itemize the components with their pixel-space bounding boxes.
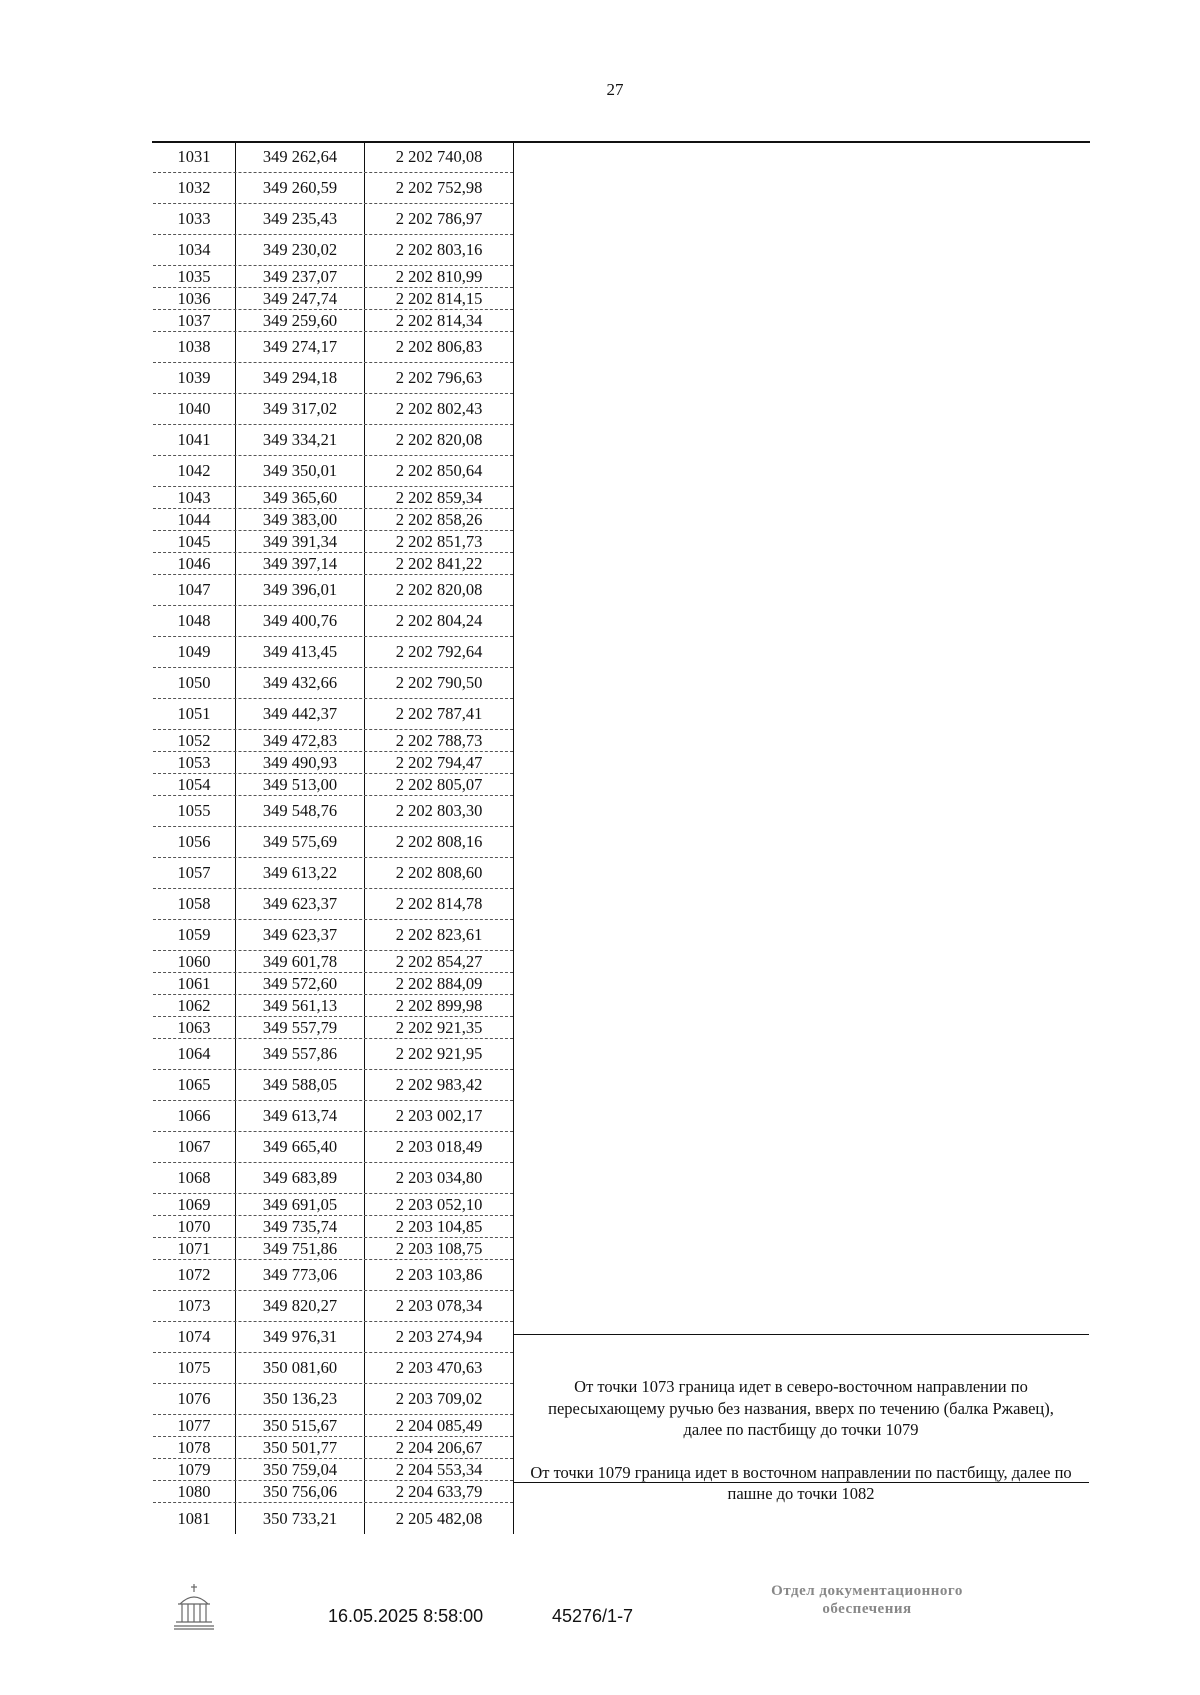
department-stamp-line1: Отдел документационного bbox=[771, 1583, 963, 1599]
point-number-cell: 1042 bbox=[153, 456, 236, 486]
point-number-cell: 1066 bbox=[153, 1101, 236, 1131]
x-coordinate-cell: 349 735,74 bbox=[236, 1216, 365, 1237]
x-coordinate-cell: 349 350,01 bbox=[236, 456, 365, 486]
point-number-cell: 1035 bbox=[153, 266, 236, 287]
point-number-cell: 1046 bbox=[153, 553, 236, 574]
point-number-cell: 1071 bbox=[153, 1238, 236, 1259]
table-row bbox=[153, 1459, 513, 1481]
point-number-cell: 1059 bbox=[153, 920, 236, 950]
point-number-cell: 1076 bbox=[153, 1384, 236, 1414]
point-number-cell: 1054 bbox=[153, 774, 236, 795]
boundary-description-1073-1079: От точки 1073 граница идет в северо-восточном направлении по пересыхающему ручью без названия, вверх по течению (балка Ржавец), далее по пастбищу до точки 1079 bbox=[513, 1334, 1089, 1483]
point-number-cell: 1061 bbox=[153, 973, 236, 994]
table-row bbox=[153, 204, 513, 235]
x-coordinate-cell: 349 274,17 bbox=[236, 332, 365, 362]
point-number-cell: 1073 bbox=[153, 1291, 236, 1321]
y-coordinate-cell: 2 202 786,97 bbox=[395, 209, 483, 228]
y-coordinate-cell: 2 202 841,22 bbox=[395, 553, 483, 573]
y-coordinate-cell: 2 202 794,47 bbox=[395, 752, 483, 772]
point-number-cell: 1072 bbox=[153, 1260, 236, 1290]
y-coordinate-cell: 2 203 002,17 bbox=[395, 1106, 483, 1125]
table-row bbox=[153, 456, 513, 487]
point-number-cell: 1063 bbox=[153, 1017, 236, 1038]
table-row bbox=[153, 889, 513, 920]
point-number-cell: 1069 bbox=[153, 1194, 236, 1215]
table-row bbox=[153, 920, 513, 951]
point-number-cell: 1080 bbox=[153, 1481, 236, 1502]
point-number-cell: 1079 bbox=[153, 1459, 236, 1480]
point-number-cell: 1067 bbox=[153, 1132, 236, 1162]
y-coordinate-cell: 2 205 482,08 bbox=[395, 1508, 483, 1528]
point-number-cell: 1056 bbox=[153, 827, 236, 857]
point-number-cell: 1057 bbox=[153, 858, 236, 888]
document-number: 45276/1-7 bbox=[552, 1606, 634, 1626]
x-coordinate-cell: 349 490,93 bbox=[236, 752, 365, 773]
table-row bbox=[153, 1101, 513, 1132]
point-number-cell: 1037 bbox=[153, 310, 236, 331]
x-coordinate-cell: 349 773,06 bbox=[236, 1260, 365, 1290]
point-number-cell: 1039 bbox=[153, 363, 236, 393]
x-coordinate-cell: 349 561,13 bbox=[236, 995, 365, 1016]
y-coordinate-cell: 2 202 810,99 bbox=[395, 266, 483, 286]
x-coordinate-cell: 349 588,05 bbox=[236, 1070, 365, 1100]
table-row bbox=[153, 637, 513, 668]
x-coordinate-cell: 349 334,21 bbox=[236, 425, 365, 455]
point-number-cell: 1077 bbox=[153, 1415, 236, 1436]
y-coordinate-cell: 2 202 820,08 bbox=[395, 430, 483, 449]
y-coordinate-cell: 2 202 851,73 bbox=[395, 531, 483, 551]
x-coordinate-cell: 349 820,27 bbox=[236, 1291, 365, 1321]
y-coordinate-cell: 2 203 103,86 bbox=[395, 1265, 483, 1284]
y-coordinate-cell: 2 202 814,15 bbox=[395, 288, 483, 308]
table-row bbox=[153, 774, 513, 796]
y-coordinate-cell: 2 202 854,27 bbox=[395, 951, 483, 971]
x-coordinate-cell: 349 365,60 bbox=[236, 487, 365, 508]
table-row bbox=[153, 1132, 513, 1163]
table-row bbox=[153, 553, 513, 575]
table-row bbox=[153, 1415, 513, 1437]
y-coordinate-cell: 2 203 274,94 bbox=[395, 1327, 483, 1346]
point-number-cell: 1034 bbox=[153, 235, 236, 265]
x-coordinate-cell: 349 230,02 bbox=[236, 235, 365, 265]
x-coordinate-cell: 350 756,06 bbox=[236, 1481, 365, 1502]
x-coordinate-cell: 349 751,86 bbox=[236, 1238, 365, 1259]
y-coordinate-cell: 2 202 820,08 bbox=[395, 580, 483, 599]
y-coordinate-cell: 2 203 470,63 bbox=[395, 1358, 483, 1377]
y-coordinate-cell: 2 202 899,98 bbox=[395, 995, 483, 1015]
x-coordinate-cell: 349 262,64 bbox=[236, 142, 365, 172]
point-number-cell: 1047 bbox=[153, 575, 236, 605]
point-number-cell: 1078 bbox=[153, 1437, 236, 1458]
y-coordinate-cell: 2 204 553,34 bbox=[395, 1459, 483, 1479]
table-row bbox=[153, 288, 513, 310]
point-number-cell: 1033 bbox=[153, 204, 236, 234]
x-coordinate-cell: 349 557,79 bbox=[236, 1017, 365, 1038]
y-coordinate-cell: 2 202 804,24 bbox=[395, 611, 483, 630]
point-number-cell: 1065 bbox=[153, 1070, 236, 1100]
y-coordinate-cell: 2 203 034,80 bbox=[395, 1168, 483, 1187]
y-coordinate-cell: 2 202 823,61 bbox=[395, 925, 483, 944]
point-number-cell: 1045 bbox=[153, 531, 236, 552]
x-coordinate-cell: 350 081,60 bbox=[236, 1353, 365, 1383]
table-row bbox=[153, 363, 513, 394]
table-row bbox=[153, 1503, 513, 1534]
table-row bbox=[153, 235, 513, 266]
y-coordinate-cell: 2 203 104,85 bbox=[395, 1216, 483, 1236]
x-coordinate-cell: 349 575,69 bbox=[236, 827, 365, 857]
table-row bbox=[153, 1039, 513, 1070]
table-row bbox=[153, 142, 513, 173]
point-number-cell: 1062 bbox=[153, 995, 236, 1016]
y-coordinate-cell: 2 202 858,26 bbox=[395, 509, 483, 529]
y-coordinate-cell: 2 203 018,49 bbox=[395, 1137, 483, 1156]
table-row bbox=[153, 752, 513, 774]
point-number-cell: 1052 bbox=[153, 730, 236, 751]
x-coordinate-cell: 350 759,04 bbox=[236, 1459, 365, 1480]
table-row bbox=[153, 1384, 513, 1415]
x-coordinate-cell: 349 237,07 bbox=[236, 266, 365, 287]
table-row bbox=[153, 995, 513, 1017]
y-coordinate-cell: 2 203 078,34 bbox=[395, 1296, 483, 1315]
y-coordinate-cell: 2 202 792,64 bbox=[395, 642, 483, 661]
x-coordinate-cell: 349 259,60 bbox=[236, 310, 365, 331]
point-number-cell: 1050 bbox=[153, 668, 236, 698]
table-row bbox=[153, 1070, 513, 1101]
x-coordinate-cell: 349 294,18 bbox=[236, 363, 365, 393]
point-number-cell: 1051 bbox=[153, 699, 236, 729]
x-coordinate-cell: 349 572,60 bbox=[236, 973, 365, 994]
table-row bbox=[153, 1322, 513, 1353]
y-coordinate-cell: 2 202 850,64 bbox=[395, 461, 483, 480]
y-coordinate-cell: 2 204 085,49 bbox=[395, 1415, 483, 1435]
table-row bbox=[153, 1437, 513, 1459]
x-coordinate-cell: 349 613,22 bbox=[236, 858, 365, 888]
print-timestamp: 16.05.2025 8:58:00 bbox=[328, 1606, 484, 1626]
y-coordinate-cell: 2 203 052,10 bbox=[395, 1194, 483, 1214]
table-row bbox=[153, 1194, 513, 1216]
table-row bbox=[153, 1238, 513, 1260]
department-stamp bbox=[722, 1582, 1012, 1618]
table-row bbox=[153, 827, 513, 858]
y-coordinate-cell: 2 202 803,16 bbox=[395, 240, 483, 259]
table-row bbox=[153, 796, 513, 827]
coordinates-table: 1031 349 262,64 2 202 740,08 1032 349 260,59 2 202 752,98 1033 349 235,43 2 202 786,97 1034 349 230,02 2 202 803,16 1035 349 237,07 2 202 810,99 1036 349 247,74 2 202 814,15 1037 349 259,60 2 202 814,34 1038 349 274,17 2 202 806,83 1039 349 294,18 2 202 796,63 1040 349 317,02 2 202 802,43 1041 349 334,21 2 202 820,08 1042 349 350,01 2 202 850,64 1043 349 365,60 2 202 859,34 1044 349 383,00 2 202 858,26 1045 349 391,34 2 202 851,73 1046 349 397,14 2 202 841,22 1047 349 396,01 2 202 820,08 1048 349 400,76 2 202 804,24 1049 349 413,45 2 202 792,64 1050 349 432,66 2 202 790,50 1051 349 442,37 2 202 787,41 1052 349 472,83 2 202 788,73 1053 349 490,93 2 202 794,47 1054 349 513,00 2 202 805,07 1055 349 548,76 2 202 803,30 1056 349 575,69 2 202 808,16 1057 349 613,22 2 202 808,60 1058 349 623,37 2 202 814,78 1059 349 623,37 2 202 823,61 1060 349 601,78 2 202 854,27 1061 349 572,60 2 202 884,09 1062 349 561,13 2 202 899,98 1063 349 557,79 2 202 921,35 1064 349 557,86 2 202 921,95 1065 349 588,05 2 202 983,42 1066 349 613,74 2 203 002,17 1067 349 665,40 2 203 018,49 1068 349 683,89 2 203 034,80 1069 349 691,05 2 203 052,10 1070 349 735,74 2 203 104,85 1071 349 751,86 2 203 108,75 1072 349 773,06 2 203 103,86 1073 349 820,27 2 203 078,34 1074 349 976,31 2 203 274,94 1075 350 081,60 2 203 470,63 1076 350 136,23 2 203 709,02 1077 350 515,67 2 204 085,49 1078 350 501,77 2 204 206,67 1079 350 759,04 2 204 553,34 1080 350 756,06 2 204 633,79 1081 350 733,21 2 205 482,08 От точки 1073 граница идет в северо-восточном направлении по пересыхающему ручью без названия, вверх по течению (балка Ржавец), далее по пастбищу до точки 1079 От точки 1079 граница идет в восточном направлении по пастбищу, далее по пашне до точки 1082 bbox=[152, 141, 1090, 143]
x-coordinate-cell: 349 691,05 bbox=[236, 1194, 365, 1215]
x-coordinate-cell: 349 623,37 bbox=[236, 889, 365, 919]
x-coordinate-cell: 349 247,74 bbox=[236, 288, 365, 309]
x-coordinate-cell: 349 623,37 bbox=[236, 920, 365, 950]
table-row bbox=[153, 310, 513, 332]
table-row bbox=[153, 332, 513, 363]
table-row bbox=[153, 531, 513, 553]
y-coordinate-cell: 2 202 814,34 bbox=[395, 310, 483, 330]
point-number-cell: 1043 bbox=[153, 487, 236, 508]
x-coordinate-cell: 349 260,59 bbox=[236, 173, 365, 203]
x-coordinate-cell: 349 235,43 bbox=[236, 204, 365, 234]
y-coordinate-cell: 2 202 814,78 bbox=[395, 894, 483, 913]
x-coordinate-cell: 349 513,00 bbox=[236, 774, 365, 795]
x-coordinate-cell: 349 472,83 bbox=[236, 730, 365, 751]
x-coordinate-cell: 349 601,78 bbox=[236, 951, 365, 972]
table-row bbox=[153, 730, 513, 752]
point-number-cell: 1036 bbox=[153, 288, 236, 309]
y-coordinate-cell: 2 202 740,08 bbox=[395, 147, 483, 166]
point-number-cell: 1075 bbox=[153, 1353, 236, 1383]
table-row bbox=[153, 1216, 513, 1238]
y-coordinate-cell: 2 202 808,60 bbox=[395, 863, 483, 882]
x-coordinate-cell: 349 400,76 bbox=[236, 606, 365, 636]
point-number-cell: 1032 bbox=[153, 173, 236, 203]
y-coordinate-cell: 2 202 788,73 bbox=[395, 730, 483, 750]
table-row bbox=[153, 668, 513, 699]
table-row bbox=[153, 1291, 513, 1322]
y-coordinate-cell: 2 204 633,79 bbox=[395, 1481, 483, 1501]
point-number-cell: 1074 bbox=[153, 1322, 236, 1352]
table-row bbox=[153, 1353, 513, 1384]
table-row bbox=[153, 606, 513, 637]
x-coordinate-cell: 349 432,66 bbox=[236, 668, 365, 698]
table-row bbox=[153, 973, 513, 995]
y-coordinate-cell: 2 202 752,98 bbox=[395, 178, 483, 197]
x-coordinate-cell: 350 136,23 bbox=[236, 1384, 365, 1414]
building-logo-icon bbox=[170, 1582, 218, 1632]
x-coordinate-cell: 349 548,76 bbox=[236, 796, 365, 826]
point-number-cell: 1041 bbox=[153, 425, 236, 455]
coordinates-column-group bbox=[153, 142, 514, 1534]
point-number-cell: 1048 bbox=[153, 606, 236, 636]
department-stamp-line2: обеспечения bbox=[822, 1601, 912, 1617]
y-coordinate-cell: 2 202 796,63 bbox=[395, 368, 483, 387]
y-coordinate-cell: 2 202 806,83 bbox=[395, 337, 483, 356]
table-row bbox=[153, 699, 513, 730]
page-number: 27 bbox=[606, 80, 624, 99]
y-coordinate-cell: 2 202 803,30 bbox=[395, 801, 483, 820]
table-row bbox=[153, 266, 513, 288]
table-row bbox=[153, 509, 513, 531]
point-number-cell: 1070 bbox=[153, 1216, 236, 1237]
table-row bbox=[153, 1163, 513, 1194]
y-coordinate-cell: 2 202 802,43 bbox=[395, 399, 483, 418]
table-row bbox=[153, 858, 513, 889]
x-coordinate-cell: 349 396,01 bbox=[236, 575, 365, 605]
y-coordinate-cell: 2 202 808,16 bbox=[395, 832, 483, 851]
table-row bbox=[153, 1017, 513, 1039]
y-coordinate-cell: 2 202 983,42 bbox=[395, 1075, 483, 1094]
point-number-cell: 1038 bbox=[153, 332, 236, 362]
x-coordinate-cell: 350 733,21 bbox=[236, 1503, 365, 1534]
x-coordinate-cell: 349 557,86 bbox=[236, 1039, 365, 1069]
y-coordinate-cell: 2 202 787,41 bbox=[395, 704, 483, 723]
y-coordinate-cell: 2 202 790,50 bbox=[395, 673, 483, 692]
point-number-cell: 1058 bbox=[153, 889, 236, 919]
x-coordinate-cell: 349 397,14 bbox=[236, 553, 365, 574]
x-coordinate-cell: 349 413,45 bbox=[236, 637, 365, 667]
point-number-cell: 1031 bbox=[153, 142, 236, 172]
point-number-cell: 1060 bbox=[153, 951, 236, 972]
x-coordinate-cell: 349 613,74 bbox=[236, 1101, 365, 1131]
point-number-cell: 1064 bbox=[153, 1039, 236, 1069]
point-number-cell: 1055 bbox=[153, 796, 236, 826]
y-coordinate-cell: 2 202 921,95 bbox=[395, 1044, 483, 1063]
y-coordinate-cell: 2 204 206,67 bbox=[395, 1437, 483, 1457]
point-number-cell: 1053 bbox=[153, 752, 236, 773]
x-coordinate-cell: 349 665,40 bbox=[236, 1132, 365, 1162]
y-coordinate-cell: 2 203 108,75 bbox=[395, 1238, 483, 1258]
table-row bbox=[153, 951, 513, 973]
y-coordinate-cell: 2 202 884,09 bbox=[395, 973, 483, 993]
table-row bbox=[153, 1260, 513, 1291]
point-number-cell: 1068 bbox=[153, 1163, 236, 1193]
x-coordinate-cell: 349 383,00 bbox=[236, 509, 365, 530]
y-coordinate-cell: 2 202 805,07 bbox=[395, 774, 483, 794]
y-coordinate-cell: 2 202 859,34 bbox=[395, 487, 483, 507]
point-number-cell: 1044 bbox=[153, 509, 236, 530]
x-coordinate-cell: 350 501,77 bbox=[236, 1437, 365, 1458]
point-number-cell: 1040 bbox=[153, 394, 236, 424]
table-row bbox=[153, 425, 513, 456]
table-row bbox=[153, 394, 513, 425]
point-number-cell: 1049 bbox=[153, 637, 236, 667]
table-row bbox=[153, 575, 513, 606]
table-row bbox=[153, 1481, 513, 1503]
y-coordinate-cell: 2 203 709,02 bbox=[395, 1389, 483, 1408]
x-coordinate-cell: 349 317,02 bbox=[236, 394, 365, 424]
table-row bbox=[153, 173, 513, 204]
x-coordinate-cell: 349 442,37 bbox=[236, 699, 365, 729]
x-coordinate-cell: 349 976,31 bbox=[236, 1322, 365, 1352]
x-coordinate-cell: 350 515,67 bbox=[236, 1415, 365, 1436]
x-coordinate-cell: 349 683,89 bbox=[236, 1163, 365, 1193]
table-row bbox=[153, 487, 513, 509]
x-coordinate-cell: 349 391,34 bbox=[236, 531, 365, 552]
point-number-cell: 1081 bbox=[153, 1503, 236, 1534]
y-coordinate-cell: 2 202 921,35 bbox=[395, 1017, 483, 1037]
